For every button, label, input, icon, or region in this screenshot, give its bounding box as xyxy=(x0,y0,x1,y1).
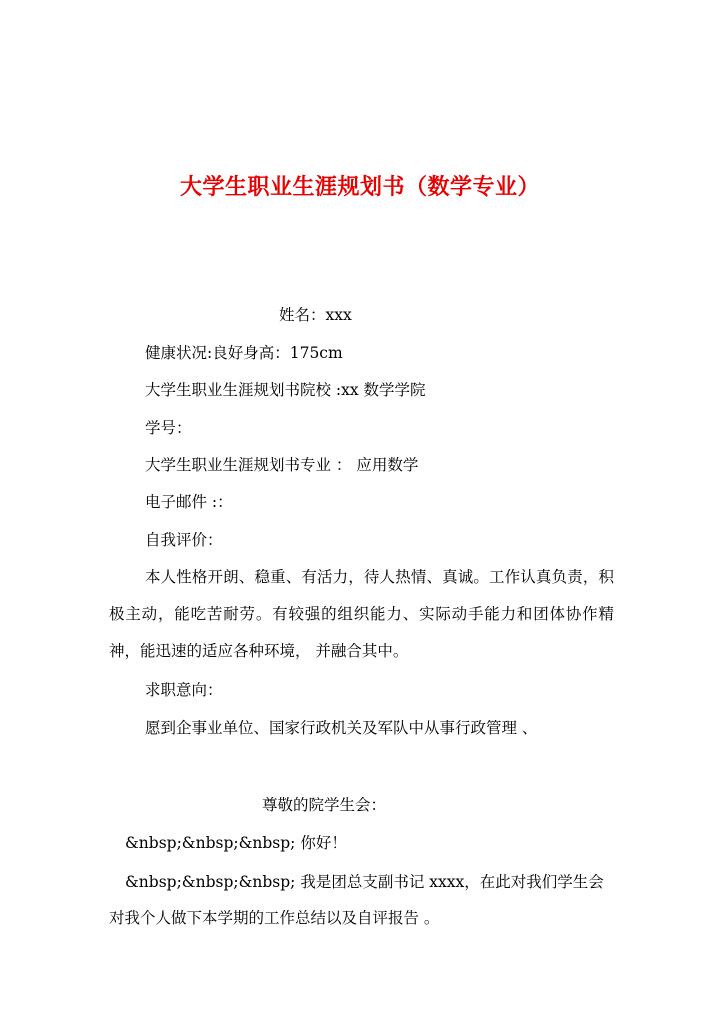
job-intent-label: 求职意向： xyxy=(145,681,223,699)
email-line: 电子邮件 :： xyxy=(145,493,233,511)
self-eval-label: 自我评价： xyxy=(145,531,223,549)
document-title: 大学生职业生涯规划书（数学专业） xyxy=(179,175,540,200)
job-intent-text: 愿到企事业单位、国家行政机关及军队中从事行政管理 、 xyxy=(145,719,538,737)
student-id-line: 学号： xyxy=(145,419,192,437)
school-line: 大学生职业生涯规划书院校 :xx 数学学院 xyxy=(145,381,426,399)
hello-line: &nbsp;&nbsp;&nbsp; 你好！ xyxy=(125,834,347,852)
major-line: 大学生职业生涯规划书专业 ： 应用数学 xyxy=(145,456,419,474)
greeting-heading: 尊敬的院学生会： xyxy=(262,796,387,814)
intro-line-1: &nbsp;&nbsp;&nbsp; 我是团总支副书记 xxxx，在此对我们学生会 xyxy=(125,873,604,891)
health-line: 健康状况:良好身高：175cm xyxy=(145,344,343,362)
intro-line-2: 对我个人做下本学期的工作总结以及自评报告 。 xyxy=(109,909,440,927)
self-eval-paragraph: 本人性格开朗、稳重、有活力，待人热情、真诚。工作认真负责，积极主动，能吃苦耐劳。有较强的组织能力、实际动手能力和团体协作精神，能迅速的适应各种环境， 并融合其中。 xyxy=(109,568,614,660)
name-line: 姓名：xxx xyxy=(279,306,352,324)
